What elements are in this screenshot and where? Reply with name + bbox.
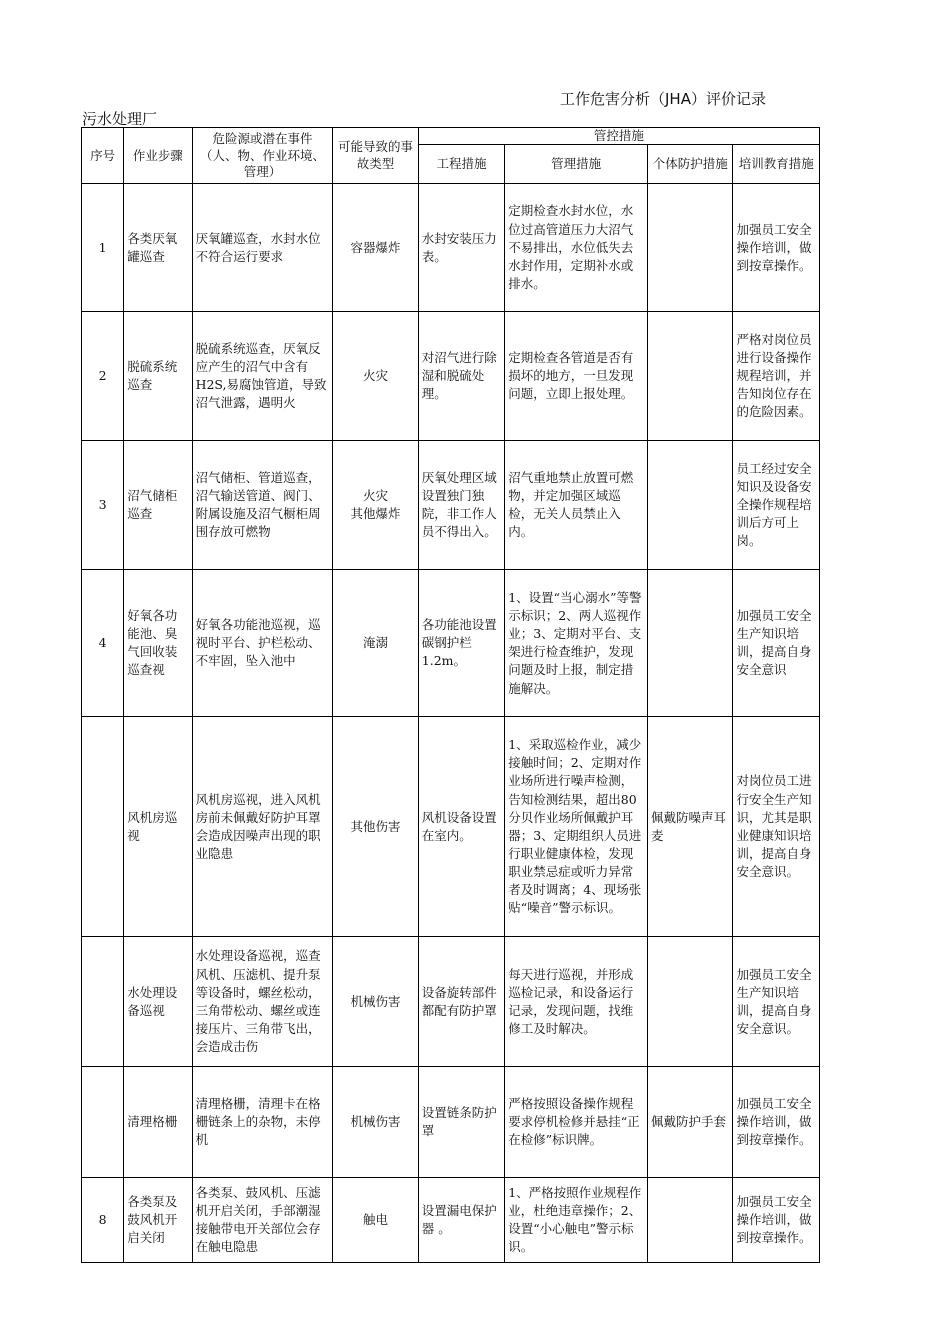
cell-seq: 4 xyxy=(82,570,124,717)
jha-table xyxy=(81,127,820,1263)
cell-step: 清理格栅 xyxy=(124,1067,192,1178)
cell-accident: 触电 xyxy=(333,1178,418,1263)
cell-accident: 机械伤害 xyxy=(333,1067,418,1178)
cell-hazard: 清理格栅，清理卡在格栅链条上的杂物，未停机 xyxy=(192,1067,333,1178)
header-engineering: 工程措施 xyxy=(418,145,504,184)
cell-management: 定期检查水封水位，水位过高管道压力大沼气不易排出，水位低失去水封作用，定期补水或排水。 xyxy=(505,184,648,312)
header-ppe: 个体防护措施 xyxy=(648,145,733,184)
cell-step: 好氧各功能池、臭气回收装巡查视 xyxy=(124,570,192,717)
header-hazard: 危险源或潜在事件（人、物、作业环境、管理） xyxy=(192,128,333,184)
cell-engineering: 设置漏电保护器 。 xyxy=(418,1178,504,1263)
cell-engineering: 对沼气进行除湿和脱硫处理。 xyxy=(418,312,504,441)
cell-seq: 3 xyxy=(82,441,124,570)
table-row xyxy=(82,1067,820,1178)
table-row xyxy=(82,441,820,570)
cell-hazard: 厌氧罐巡查，水封水位不符合运行要求 xyxy=(192,184,333,312)
document-title: 工作危害分析（JHA）评价记录 xyxy=(560,90,766,108)
cell-ppe xyxy=(648,312,733,441)
cell-ppe: 佩戴防噪声耳麦 xyxy=(648,717,733,937)
cell-ppe xyxy=(648,570,733,717)
cell-seq: 8 xyxy=(82,1178,124,1263)
cell-accident: 火灾 其他爆炸 xyxy=(333,441,418,570)
cell-ppe xyxy=(648,184,733,312)
cell-engineering: 设置链条防护罩 xyxy=(418,1067,504,1178)
cell-engineering: 厌氧处理区域设置独门独院，非工作人员不得出入。 xyxy=(418,441,504,570)
table-body xyxy=(82,184,820,1263)
cell-hazard: 沼气储柜、管道巡查，沼气输送管道、阀门、附属设施及沼气橱柜周围存放可燃物 xyxy=(192,441,333,570)
cell-management: 定期检查各管道是否有损坏的地方，一旦发现问题，立即上报处理。 xyxy=(505,312,648,441)
cell-management: 每天进行巡视，并形成巡检记录，和设备运行记录，发现问题，找维修工及时解决。 xyxy=(505,937,648,1067)
cell-seq: 1 xyxy=(82,184,124,312)
cell-step: 水处理设备巡视 xyxy=(124,937,192,1067)
cell-training: 加强员工安全操作培训，做到按章操作。 xyxy=(733,184,820,312)
cell-seq: 2 xyxy=(82,312,124,441)
cell-accident: 机械伤害 xyxy=(333,937,418,1067)
cell-training: 加强员工安全操作培训，做到按章操作。 xyxy=(733,1067,820,1178)
table-row xyxy=(82,1178,820,1263)
cell-training: 严格对岗位员进行设备操作规程培训，并告知岗位存在的危险因素。 xyxy=(733,312,820,441)
cell-training: 加强员工安全操作培训，做到按章操作。 xyxy=(733,1178,820,1263)
cell-engineering: 水封安装压力表。 xyxy=(418,184,504,312)
cell-training: 员工经过安全知识及设备安全操作规程培训后方可上岗。 xyxy=(733,441,820,570)
cell-accident: 其他伤害 xyxy=(333,717,418,937)
cell-ppe xyxy=(648,937,733,1067)
table-row xyxy=(82,717,820,937)
table-row xyxy=(82,937,820,1067)
cell-hazard: 好氧各功能池巡视，巡视时平台、护栏松动、不牢固，坠入池中 xyxy=(192,570,333,717)
cell-hazard: 风机房巡视，进入风机房前未佩戴好防护耳罩会造成因噪声出现的职业隐患 xyxy=(192,717,333,937)
cell-seq xyxy=(82,1067,124,1178)
cell-training: 加强员工安全生产知识培训，提高自身安全意识 xyxy=(733,570,820,717)
table-row xyxy=(82,184,820,312)
cell-ppe xyxy=(648,441,733,570)
cell-training: 加强员工安全生产知识培训，提高自身安全意识。 xyxy=(733,937,820,1067)
header-accident: 可能导致的事故类型 xyxy=(333,128,418,184)
cell-engineering: 设备旋转部件都配有防护罩 xyxy=(418,937,504,1067)
cell-management: 沼气重地禁止放置可燃物，并定加强区域巡检，无关人员禁止入内。 xyxy=(505,441,648,570)
cell-engineering: 各功能池设置碳钢护栏1.2m。 xyxy=(418,570,504,717)
cell-ppe xyxy=(648,1178,733,1263)
header-seq: 序号 xyxy=(82,128,124,184)
cell-hazard: 各类泵、鼓风机、压滤机开启关闭，手部潮湿接触带电开关部位会存在触电隐患 xyxy=(192,1178,333,1263)
cell-engineering: 风机设备设置在室内。 xyxy=(418,717,504,937)
cell-step: 脱硫系统巡查 xyxy=(124,312,192,441)
cell-management: 1、严格按照作业规程作业，杜绝违章操作；2、设置“小心触电”警示标识。 xyxy=(505,1178,648,1263)
header-management: 管理措施 xyxy=(505,145,648,184)
cell-hazard: 脱硫系统巡查，厌氧反应产生的沼气中含有H2S,易腐蚀管道，导致沼气泄露，遇明火 xyxy=(192,312,333,441)
cell-accident: 容器爆炸 xyxy=(333,184,418,312)
header-step: 作业步骤 xyxy=(124,128,192,184)
cell-step: 各类泵及鼓风机开启关闭 xyxy=(124,1178,192,1263)
table-row xyxy=(82,570,820,717)
table-row xyxy=(82,312,820,441)
organization-name: 污水处理厂 xyxy=(82,110,158,128)
cell-management: 1、设置“当心溺水”等警示标识；2、两人巡视作业；3、定期对平台、支架进行检查维护，发现问题及时上报，制定措施解决。 xyxy=(505,570,648,717)
cell-step: 各类厌氧罐巡查 xyxy=(124,184,192,312)
cell-step: 沼气储柜巡查 xyxy=(124,441,192,570)
cell-ppe: 佩戴防护手套 xyxy=(648,1067,733,1178)
cell-management: 1、采取巡检作业，减少接触时间；2、定期对作业场所进行噪声检测，告知检测结果，超出80分贝作业场所佩戴护耳器；3、定期组织人员进行职业健康体检，发现职业禁忌症或听力异常者及时调离；4、现场张贴“噪音”警示标识。 xyxy=(505,717,648,937)
header-control-group: 管控措施 xyxy=(418,128,819,145)
header-training: 培训教育措施 xyxy=(733,145,820,184)
cell-training: 对岗位员工进行安全生产知识，尤其是职业健康知识培训，提高自身安全意识。 xyxy=(733,717,820,937)
cell-accident: 火灾 xyxy=(333,312,418,441)
cell-step: 风机房巡视 xyxy=(124,717,192,937)
cell-hazard: 水处理设备巡视，巡查风机、压滤机、提升泵等设备时，螺丝松动，三角带松动、螺丝或连接压片、三角带飞出，会造成击伤 xyxy=(192,937,333,1067)
cell-management: 严格按照设备操作规程要求停机检修并悬挂“正在检修”标识牌。 xyxy=(505,1067,648,1178)
cell-seq xyxy=(82,717,124,937)
cell-seq xyxy=(82,937,124,1067)
cell-accident: 淹溺 xyxy=(333,570,418,717)
